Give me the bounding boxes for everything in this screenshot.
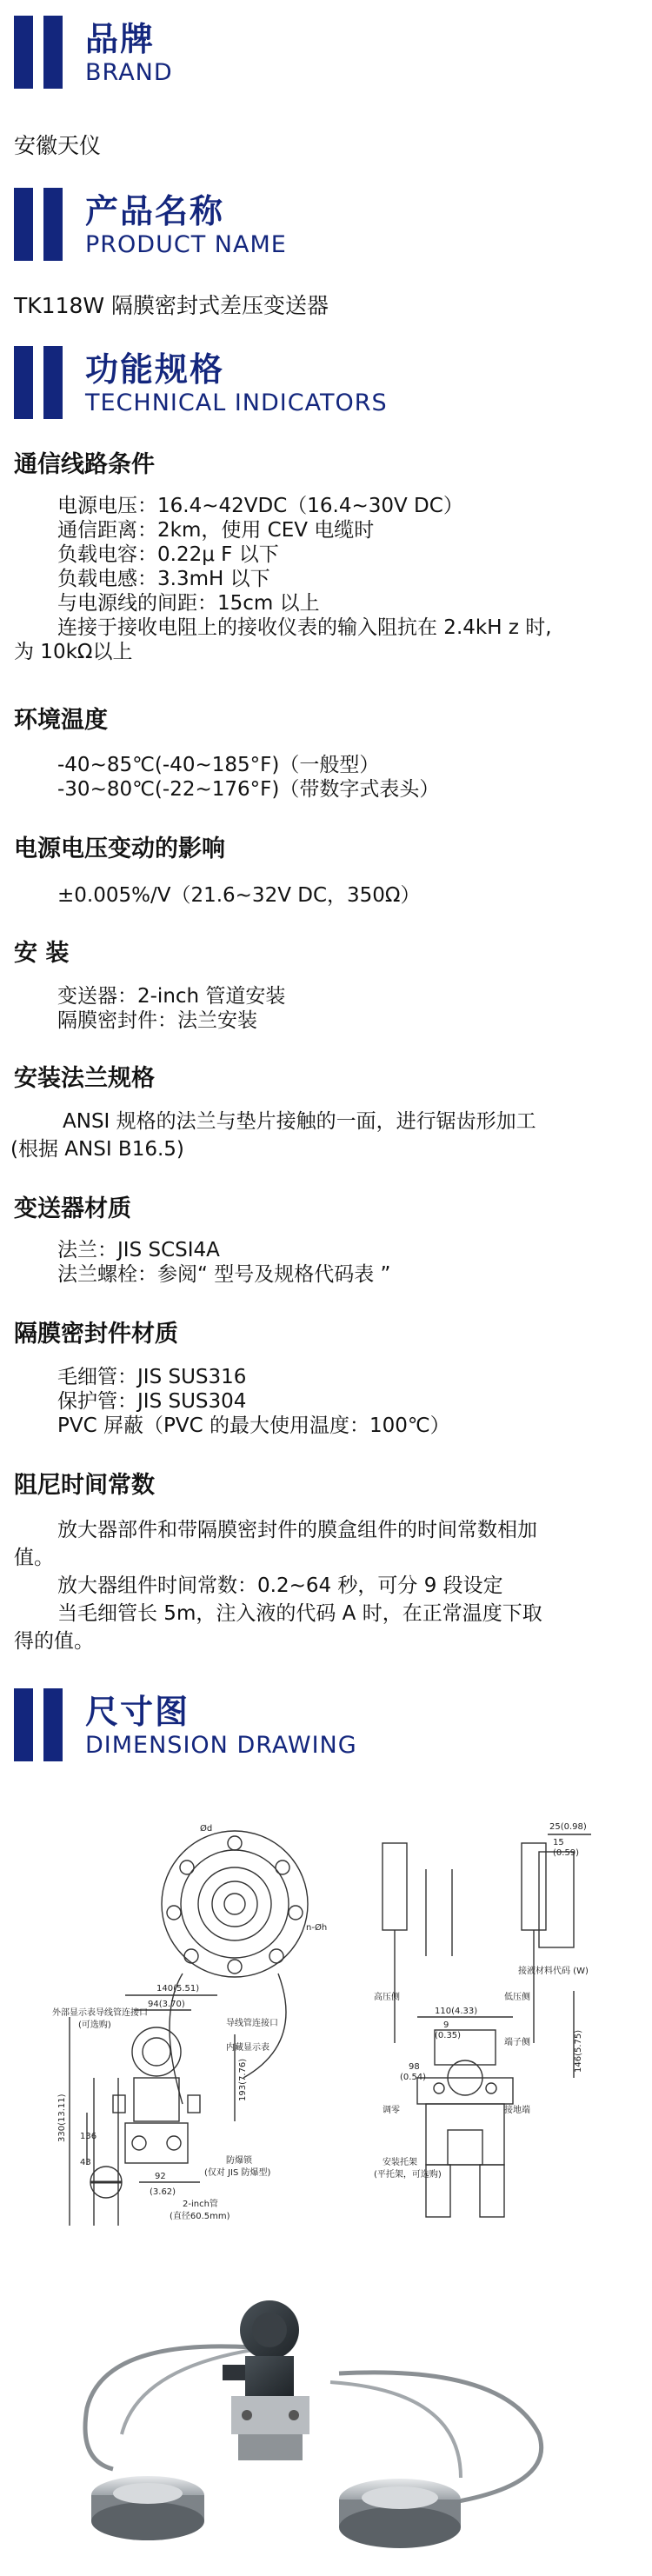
label-d059: (0.59) <box>553 1848 580 1858</box>
seal-material-lines <box>57 1365 450 1438</box>
damping-line: 放大器组件时间常数：0.2~64 秒，可分 9 段设定 <box>57 1574 503 1597</box>
header-bar-decoration <box>14 16 33 89</box>
label-d035: (0.35) <box>435 2031 462 2040</box>
label-od: Ød <box>200 1824 213 1834</box>
label-optional: (可选购) <box>78 2020 111 2030</box>
power-effect-line: ±0.005%/V（21.6~32V DC，350Ω） <box>57 884 421 907</box>
comm-line: 负载电容：0.22μ F 以下 <box>57 543 279 566</box>
label-h193: 193(7.76) <box>238 2058 248 2101</box>
material-lines <box>57 1238 390 1287</box>
comm-line: 负载电感：3.3mH 以下 <box>57 568 270 590</box>
material-line: 法兰螺栓：参阅“ 型号及规格代码表 ” <box>57 1263 391 1286</box>
dimension-drawing <box>52 1817 609 2252</box>
comm-line: 与电源线的间距：15cm 以上 <box>57 592 320 615</box>
damping-paragraph <box>14 1516 636 1655</box>
label-terminal: 端子侧 <box>504 2038 530 2047</box>
brand-section-header <box>14 12 640 92</box>
install-line: 隔膜密封件：法兰安装 <box>57 1009 257 1032</box>
label-h136: 136 <box>80 2132 97 2141</box>
power-effect-heading: 电源电压变动的影响 <box>14 835 225 862</box>
damping-line: 放大器部件和带隔膜密封件的膜盒组件的时间常数相加 <box>57 1519 537 1541</box>
label-inner-display: 内藏显示表 <box>226 2043 269 2053</box>
label-h98: 98 <box>409 2062 420 2072</box>
brand-value: 安徽天仪 <box>14 133 102 158</box>
label-conduit: 导线管连接口 <box>226 2019 278 2028</box>
header-bar-decoration <box>43 1688 63 1761</box>
env-line: -40~85℃(-40~185°F)（一般型） <box>57 754 380 776</box>
label-d25: 25(0.98) <box>549 1822 587 1832</box>
product-section-header <box>14 184 640 264</box>
header-bar-decoration <box>14 188 33 261</box>
brand-title-cn: 品牌 <box>85 20 156 58</box>
label-lightning-note: (仅对 JIS 防爆型) <box>204 2168 271 2178</box>
material-line: 法兰：JIS SCSI4A <box>57 1239 220 1261</box>
damping-line: 当毛细管长 5m，注入液的代码 A 时，在正常温度下取 <box>57 1602 542 1625</box>
label-low-side: 低压侧 <box>504 1993 530 2002</box>
brand-title-en: BRAND <box>85 59 173 86</box>
tech-section-header <box>14 343 640 423</box>
label-bracket: 安装托架 <box>383 2158 417 2167</box>
diaphragm-seal-left-icon <box>91 2476 204 2540</box>
env-lines <box>57 753 439 802</box>
tech-title-cn: 功能规格 <box>85 350 225 389</box>
label-bracket-note: (平托架，可选购) <box>374 2170 442 2180</box>
dimension-title-en: DIMENSION DRAWING <box>85 1732 357 1759</box>
label-fill-liquid: 接液材料代码 (W) <box>518 1967 589 1976</box>
comm-line: 为 10kΩ以上 <box>14 641 133 663</box>
comm-line: 连接于接收电阻上的接收仪表的输入阻抗在 2.4kH z 时, <box>57 616 552 639</box>
diaphragm-seal-right-icon <box>339 2479 461 2548</box>
damping-line: 值。 <box>14 1547 54 1569</box>
seal-material-line: 毛细管：JIS SUS316 <box>57 1366 247 1388</box>
label-h330: 330(13.11) <box>57 2093 67 2142</box>
install-line: 变送器：2-inch 管道安装 <box>57 985 286 1008</box>
label-w362: (3.62) <box>150 2187 176 2197</box>
label-w110: 110(4.33) <box>435 2007 478 2016</box>
label-d9: 9 <box>443 2020 449 2030</box>
comm-line: 电源电压：16.4~42VDC（16.4~30V DC） <box>57 495 463 517</box>
install-lines <box>57 984 285 1033</box>
flange-disk-icon <box>162 1831 308 1977</box>
flange-spec-heading: 安装法兰规格 <box>14 1065 155 1092</box>
label-n-od: n-Øh <box>306 1923 328 1933</box>
seal-material-heading: 隔膜密封件材质 <box>14 1321 178 1348</box>
label-vent: 调零 <box>383 2106 400 2115</box>
label-pipe: 2-inch管 <box>183 2200 218 2209</box>
env-line: -30~80℃(-22~176°F)（带数字式表头） <box>57 778 440 801</box>
dimension-section-header <box>14 1685 640 1765</box>
env-heading: 环境温度 <box>14 707 108 734</box>
comm-heading: 通信线路条件 <box>14 451 155 478</box>
label-ground: 接地端 <box>504 2106 530 2115</box>
header-bar-decoration <box>43 188 63 261</box>
flange-spec-paragraph <box>10 1108 636 1163</box>
seal-material-line: PVC 屏蔽（PVC 的最大使用温度：100℃） <box>57 1414 450 1437</box>
label-ext-display: 外部显示表导线管连接口 <box>52 2008 148 2018</box>
label-h146: 146(5.75) <box>574 2029 583 2073</box>
label-h43: 43 <box>80 2158 91 2167</box>
comm-line: 通信距离：2km，使用 CEV 电缆时 <box>57 519 375 542</box>
transmitter-photo-icon <box>223 2300 309 2460</box>
material-heading: 变送器材质 <box>14 1195 131 1222</box>
comm-lines <box>14 494 552 664</box>
product-title-en: PRODUCT NAME <box>85 231 287 258</box>
label-d15: 15 <box>553 1838 564 1847</box>
label-w92: 92 <box>155 2172 166 2181</box>
product-title-cn: 产品名称 <box>85 192 225 230</box>
header-bar-decoration <box>14 1688 33 1761</box>
damping-heading: 阻尼时间常数 <box>14 1472 155 1499</box>
label-lightning: 防爆锁 <box>226 2156 252 2166</box>
label-high-side: 高压侧 <box>374 1993 400 2002</box>
label-w94: 94(3.70) <box>148 2000 185 2009</box>
tech-title-en: TECHNICAL INDICATORS <box>85 389 388 416</box>
flange-spec-line: ANSI 规格的法兰与垫片接触的一面，进行锯齿形加工 <box>63 1110 536 1133</box>
damping-line: 得的值。 <box>14 1630 94 1653</box>
header-bar-decoration <box>43 346 63 419</box>
install-heading: 安 装 <box>14 940 70 967</box>
product-value: TK118W 隔膜密封式差压变送器 <box>14 293 329 318</box>
product-photo <box>52 2260 609 2556</box>
pipe-icon <box>90 2078 122 2226</box>
flange-spec-line: (根据 ANSI B16.5) <box>10 1138 184 1161</box>
label-h054: (0.54) <box>400 2073 427 2082</box>
header-bar-decoration <box>14 346 33 419</box>
label-w140: 140(5.51) <box>156 1984 200 1994</box>
power-effect-lines <box>57 883 421 908</box>
seal-material-line: 保护管：JIS SUS304 <box>57 1390 247 1413</box>
label-pipe-note: (直径60.5mm) <box>170 2212 230 2221</box>
transmitter-body-icon <box>113 2027 200 2163</box>
dimension-title-cn: 尺寸图 <box>85 1693 190 1731</box>
header-bar-decoration <box>43 16 63 89</box>
